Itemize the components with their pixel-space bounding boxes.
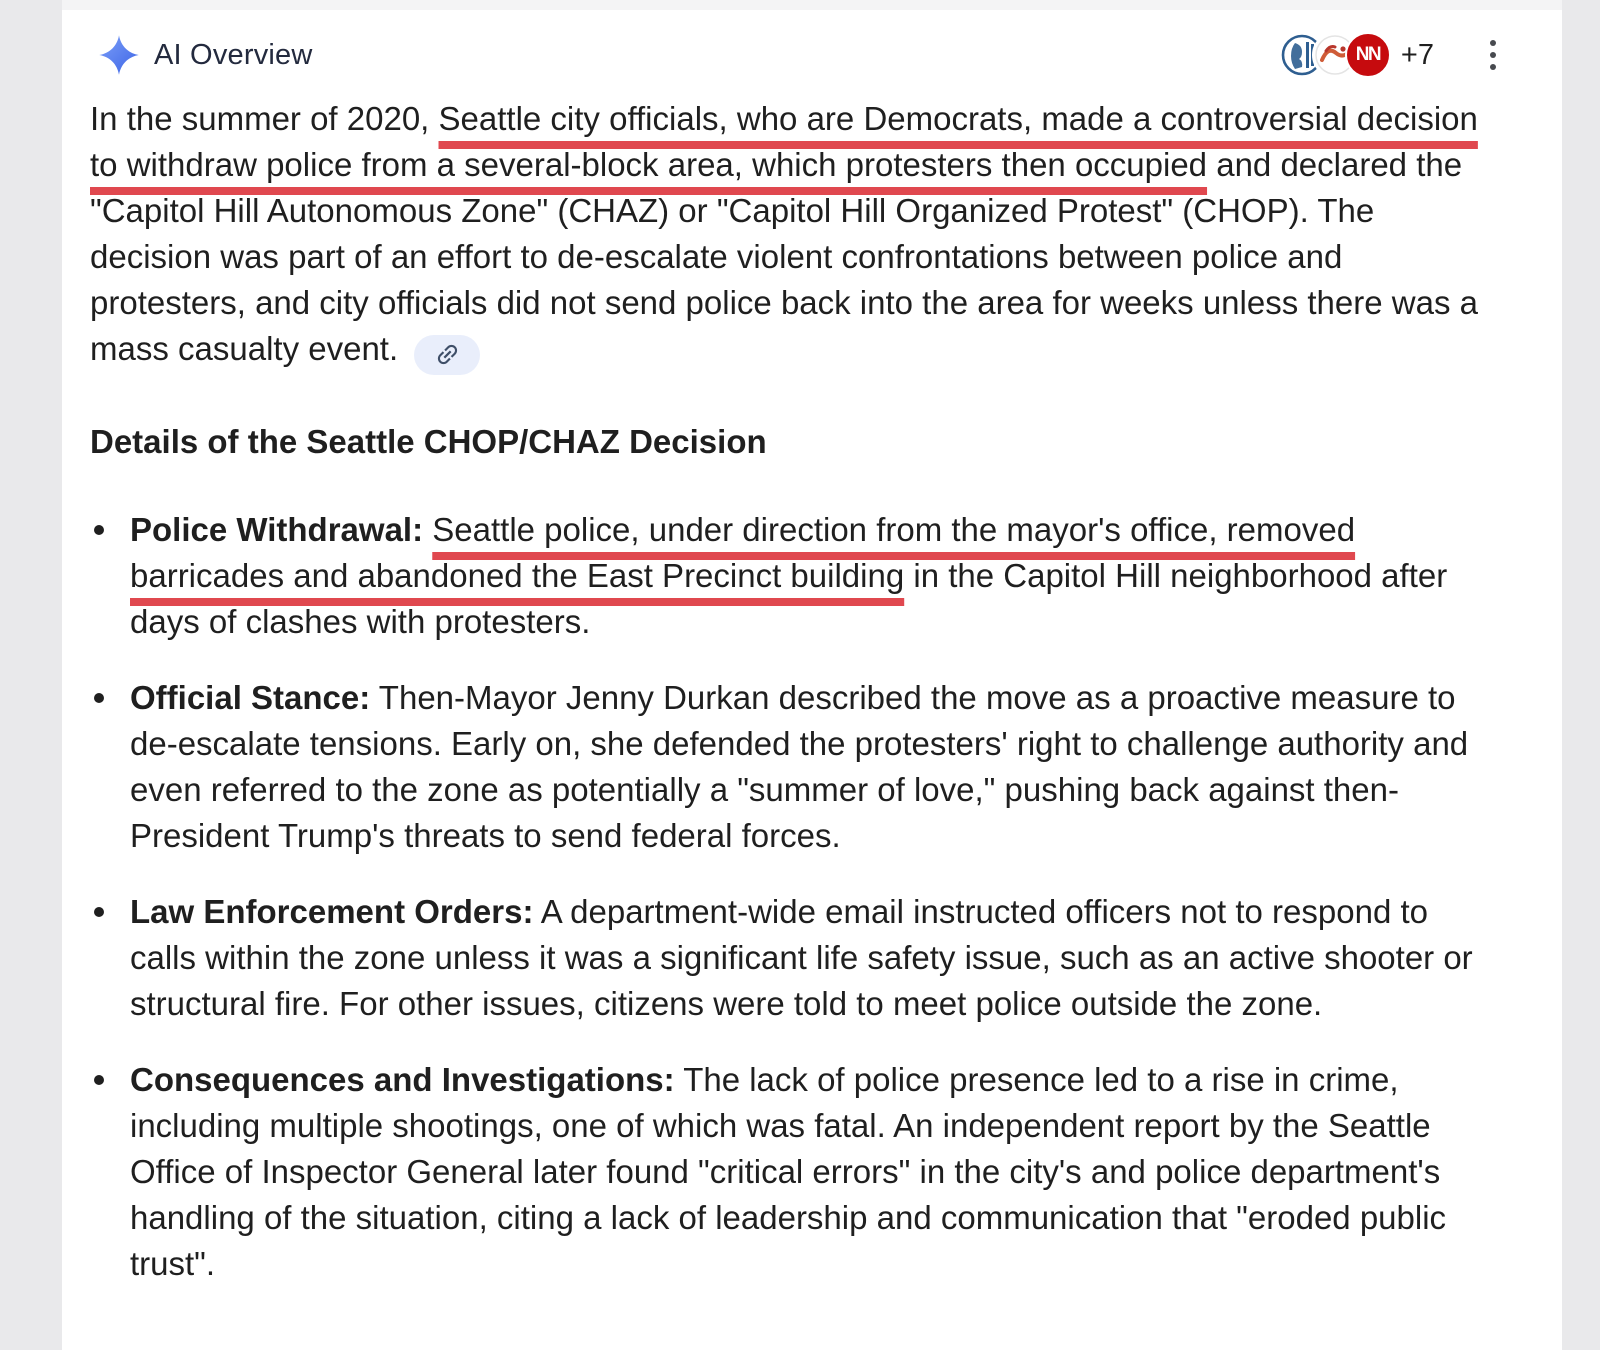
header-actions — [1279, 32, 1500, 78]
red-underlined-text: Seattle police, under direction from the mayor's office, removed barricades and abandoned the East Precinct building — [130, 510, 1356, 594]
list-item-police-withdrawal — [90, 507, 1484, 645]
text-segment — [423, 511, 432, 548]
intro-paragraph — [90, 96, 1484, 375]
bullet-label: Police Withdrawal: — [130, 510, 424, 548]
ai-overview-card — [62, 0, 1562, 1350]
red-underlined-text: Seattle city officials, who are Democrats, made a controversial decision to withdraw police from a several-block area, which protesters then occupied — [90, 100, 1478, 183]
bullet-label: Consequences and Investigations: — [130, 1060, 675, 1098]
list-item-official-stance — [90, 675, 1484, 859]
text-segment: In the summer of 2020, — [90, 100, 439, 137]
link-icon — [428, 335, 466, 373]
bullet-label: Official Stance: — [130, 678, 371, 716]
intro-text — [90, 100, 1478, 367]
list-item-law-enforcement-orders — [90, 889, 1484, 1027]
details-list — [90, 507, 1484, 1287]
top-cutoff-strip — [62, 0, 1562, 10]
text-segment: and declared the "Capitol Hill Autonomous Zone" (CHAZ) or "Capitol Hill Organized Protest" (CHOP). The decision was part of an effort to de-escalate violent confrontations between police and protesters, and city officials did not send police back into the area for weeks unless there was a mass casualty event. — [90, 146, 1478, 367]
list-item-consequences-investigations — [90, 1057, 1484, 1287]
ai-overview-header — [62, 10, 1562, 82]
gemini-sparkle-icon — [98, 34, 140, 76]
text-segment: in the Capitol Hill neighborhood after days of clashes with protesters. — [130, 556, 1448, 640]
overflow-menu-button[interactable] — [1486, 36, 1500, 74]
ai-overview-title-group — [98, 34, 313, 76]
text-segment: Then-Mayor Jenny Durkan described the move as a proactive measure to de-escalate tensions. Early on, she defended the protesters' right to challenge authority and even referred to the zone as potentially a "summer of love," pushing back against then-President Trump's threats to send federal forces. — [130, 678, 1469, 854]
text-segment: The lack of police presence led to a rise in crime, including multiple shootings, one of which was fatal. An independent report by the Seattle Office of Inspector General later found "critical errors" in the city's and police department's handling of the situation, citing a lack of leadership and communication that "eroded public trust". — [130, 1060, 1447, 1282]
more-sources-count: +7 — [1400, 38, 1434, 71]
source-link-chip[interactable] — [414, 335, 480, 375]
cnn-favicon: NN — [1345, 32, 1391, 78]
ai-overview-body — [62, 82, 1562, 1287]
details-subheading: Details of the Seattle CHOP/CHAZ Decision — [90, 422, 767, 460]
bullet-label: Law Enforcement Orders: — [130, 892, 534, 930]
ai-overview-title: AI Overview — [154, 38, 313, 71]
source-favicons-button[interactable] — [1279, 32, 1434, 78]
text-segment: A department-wide email instructed officers not to respond to calls within the zone unless it was a significant life safety issue, such as an active shooter or structural fire. For other issues, citizens were told to meet police outside the zone. — [130, 892, 1473, 1022]
